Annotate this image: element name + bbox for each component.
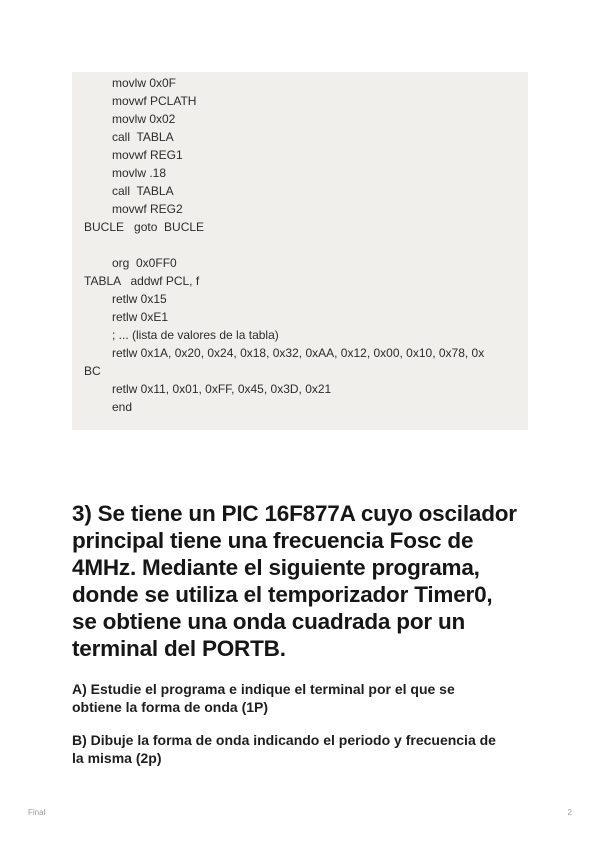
code-line: retlw 0x11, 0x01, 0xFF, 0x45, 0x3D, 0x21 [112,382,332,396]
code-line: org 0x0FF0 [112,256,177,270]
question-b-line: B) Dibuje la forma de onda indicando el periodo y frecuencia de [72,732,496,748]
code-line: retlw 0x15 [112,292,167,306]
question-a-line: obtiene la forma de onda (1P) [72,699,269,715]
question-a [72,680,542,716]
question-a-line: A) Estudie el programa e indique el terminal por el que se [72,681,455,697]
code-line: retlw 0xE1 [112,310,169,324]
section-heading [72,500,542,662]
heading-line: donde se utiliza el temporizador Timer0, [72,582,493,607]
page-number: 2 [567,808,572,817]
code-line: movwf PCLATH [112,94,197,108]
question-b-line: la misma (2p) [72,750,162,766]
code-line: movlw 0x02 [112,112,176,126]
heading-line: 4MHz. Mediante el siguiente programa, [72,555,480,580]
code-line: movwf REG1 [112,148,183,162]
code-block [72,72,528,430]
footer-label: Final [28,808,46,817]
code-line: movlw .18 [112,166,167,180]
code-line: retlw 0x1A, 0x20, 0x24, 0x18, 0x32, 0xAA, 0x12, 0x00, 0x10, 0x78, 0x [112,346,485,360]
heading-line: se obtiene una onda cuadrada por un [72,609,466,634]
code-line: TABLA addwf PCL, f [84,274,200,288]
code-line: end [112,400,133,414]
code-line: BUCLE goto BUCLE [84,220,205,234]
question-b [72,731,542,767]
code-line: call TABLA [112,130,174,144]
code-line: call TABLA [112,184,174,198]
code-line: ; ... (lista de valores de la tabla) [112,328,279,342]
code-line: movwf REG2 [112,202,183,216]
heading-line: 3) Se tiene un PIC 16F877A cuyo oscilador [72,501,517,526]
heading-line: terminal del PORTB. [72,636,286,661]
code-line: BC [84,364,101,378]
heading-line: principal tiene una frecuencia Fosc de [72,528,474,553]
code-line: movlw 0x0F [112,76,177,90]
